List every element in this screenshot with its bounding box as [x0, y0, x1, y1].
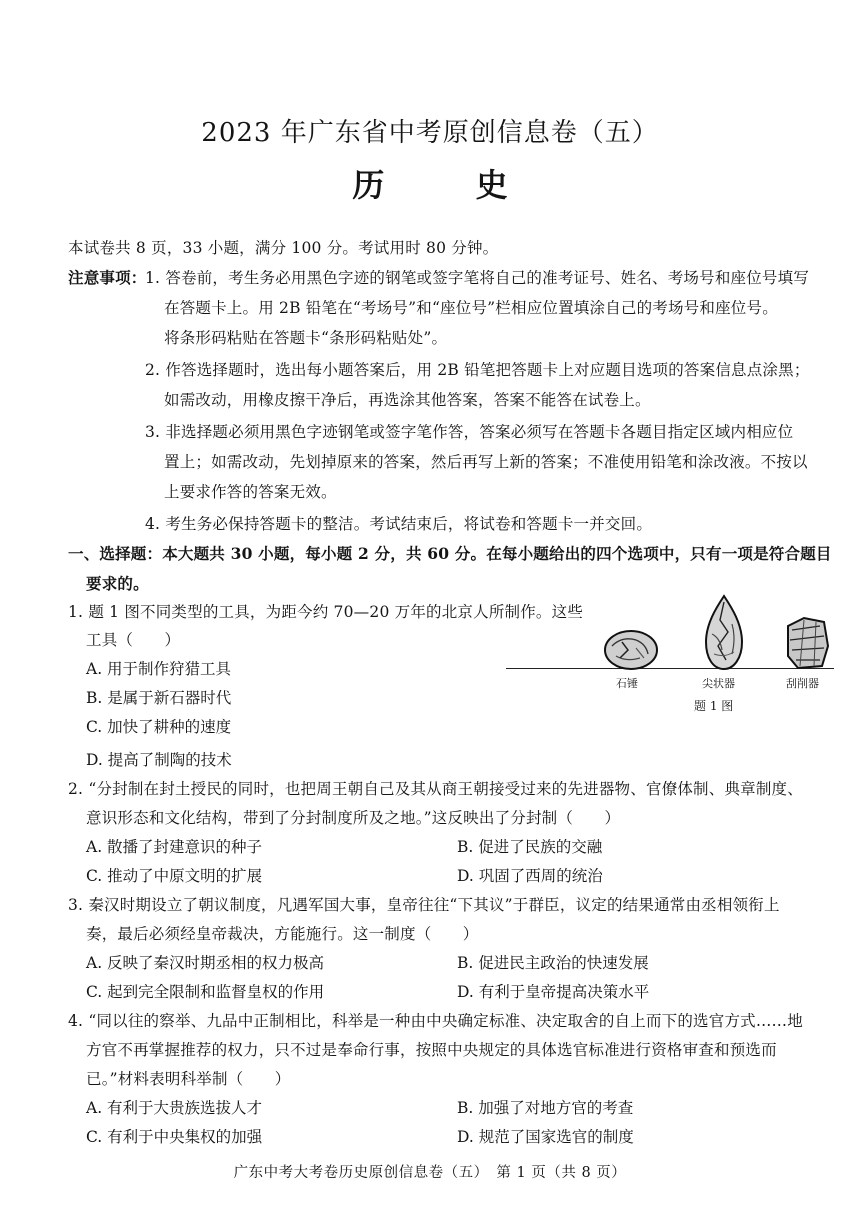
question-1-option-b: B. 是属于新石器时代 [86, 689, 232, 707]
note-line: 在答题卡上。用 2B 铅笔在“考场号”和“座位号”栏相应位置填涂自己的考场号和座位号。 [164, 299, 778, 317]
section-heading: 一、选择题：本大题共 30 小题，每小题 2 分，共 60 分。在每小题给出的四个选项中，只有一项是符合题目 [68, 544, 832, 563]
question-3-option-b: B. 促进民主政治的快速发展 [457, 954, 649, 972]
question-1-figure [598, 592, 834, 720]
question-3-stem-cont: 奏，最后必须经皇帝裁决，方能施行。这一制度（ ） [86, 925, 479, 943]
subject-title: 历 史 [352, 166, 548, 204]
stone-hammer-illustration [602, 628, 660, 672]
question-2-stem-cont: 意识形态和文化结构，带到了分封制度所及之地。”这反映出了分封制（ ） [86, 809, 621, 827]
note-line: 置上；如需改动，先划掉原来的答案，然后再写上新的答案；不准使用铅笔和涂改液。不按以 [164, 453, 808, 471]
figure-label-stone-hammer: 石锤 [616, 677, 638, 690]
figure-caption: 题 1 图 [694, 699, 734, 713]
question-1-stem: 1. 题 1 图不同类型的工具，为距今约 70—20 万年的北京人所制作。这些 [68, 603, 584, 621]
question-2-option-a: A. 散播了封建意识的种子 [86, 838, 263, 856]
figure-label-scraper: 刮削器 [786, 677, 819, 690]
question-2-option-c: C. 推动了中原文明的扩展 [86, 867, 263, 885]
question-2-stem: 2. “分封制在封土授民的同时，也把周王朝自己及其从商王朝接受过来的先进器物、官僚体制、典章制度、 [68, 780, 803, 798]
question-4-option-a: A. 有利于大贵族选拔人才 [86, 1099, 263, 1117]
question-3-option-c: C. 起到完全限制和监督皇权的作用 [86, 983, 325, 1001]
question-2-option-b: B. 促进了民族的交融 [457, 838, 603, 856]
figure-label-pointed-tool: 尖状器 [702, 677, 735, 690]
question-4-stem: 4. “同以往的察举、九品中正制相比，科举是一种由中央确定标准、决定取舍的自上而下的选官方式……地 [68, 1012, 803, 1030]
question-1-option-c: C. 加快了耕种的速度 [86, 718, 232, 736]
question-1-option-d: D. 提高了制陶的技术 [86, 751, 232, 769]
note-line: 上要求作答的答案无效。 [164, 483, 337, 501]
question-3-option-a: A. 反映了秦汉时期丞相的权力极高 [86, 954, 325, 972]
question-4-option-b: B. 加强了对地方官的考查 [457, 1099, 634, 1117]
note-line: 3. 非选择题必须用黑色字迹钢笔或签字笔作答，答案必须写在答题卡各题目指定区域内相应位 [145, 423, 794, 441]
pointed-tool-illustration [702, 594, 746, 672]
question-4-stem-cont: 方官不再掌握推荐的权力，只不过是奉命行事，按照中央规定的具体选官标准进行资格审查和预选而 [86, 1041, 777, 1059]
note-line: 如需改动，用橡皮擦干净后，再选涂其他答案，答案不能答在试卷上。 [164, 391, 651, 409]
question-3-option-d: D. 有利于皇帝提高决策水平 [457, 983, 650, 1001]
question-4-option-d: D. 规范了国家选官的制度 [457, 1128, 634, 1146]
question-1-stem-cont: 工具（ ） [86, 631, 181, 649]
note-line: 2. 作答选择题时，选出每小题答案后，用 2B 铅笔把答题卡上对应题目选项的答案信息点涂黑； [145, 361, 810, 379]
section-heading-cont: 要求的。 [86, 574, 149, 593]
question-2-option-d: D. 巩固了西周的统治 [457, 867, 603, 885]
question-4-stem-cont-2: 已。”材料表明科举制（ ） [86, 1070, 291, 1088]
notes-label: 注意事项： [68, 268, 147, 287]
question-1-option-a: A. 用于制作狩猎工具 [86, 660, 232, 678]
question-3-stem: 3. 秦汉时期设立了朝议制度，凡遇军国大事，皇帝往往“下其议”于群臣，议定的结果通常由丞相领衔上 [68, 896, 780, 914]
page-footer: 广东中考大考卷历史原创信息卷（五） 第 1 页（共 8 页） [233, 1165, 627, 1181]
exam-intro: 本试卷共 8 页，33 小题，满分 100 分。考试用时 80 分钟。 [68, 239, 499, 257]
note-line: 4. 考生务必保持答题卡的整洁。考试结束后，将试卷和答题卡一并交回。 [145, 515, 653, 533]
scraper-illustration [784, 616, 830, 670]
note-line: 将条形码粘贴在答题卡“条形码粘贴处”。 [164, 329, 448, 347]
question-4-option-c: C. 有利于中央集权的加强 [86, 1128, 263, 1146]
note-line: 1. 答卷前，考生务必用黑色字迹的钢笔或签字笔将自己的准考证号、姓名、考场号和座位号填写 [145, 269, 810, 287]
exam-title: 2023 年广东省中考原创信息卷（五） [201, 118, 659, 148]
